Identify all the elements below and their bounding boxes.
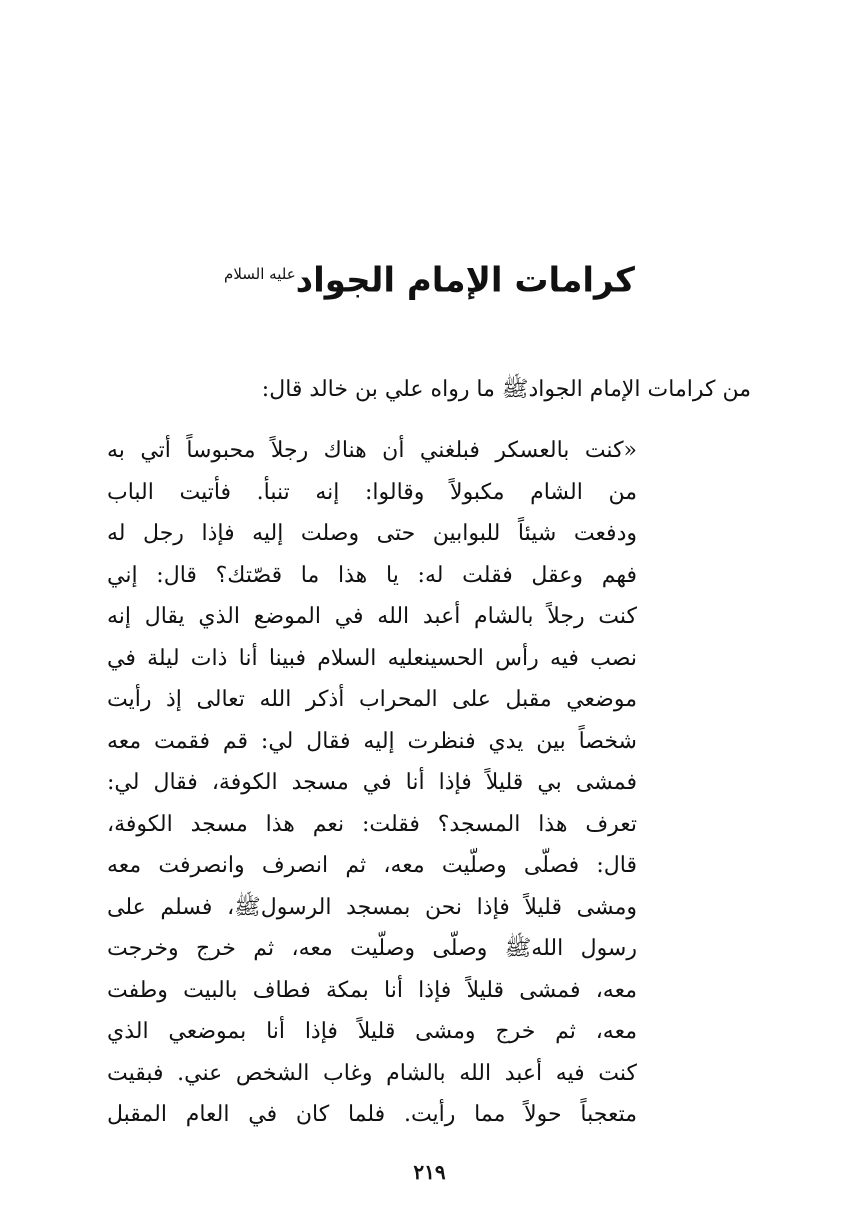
- body-line: نصب فيه رأس الحسينعليه السلام فبينا أنا ذات ليلة في: [107, 645, 637, 671]
- body-line: رسول اللهﷺ وصلّى وصلّيت معه، ثم خرج وخرجت: [107, 936, 637, 961]
- body-line: قال: فصلّى وصلّيت معه، ثم انصرف وانصرفت معه: [107, 853, 637, 878]
- intro-paragraph: من كرامات الإمام الجوادﷺ ما رواه علي بن خالد قال:: [261, 377, 751, 402]
- body-line: فهم وعقل فقلت له: يا هذا ما قصّتك؟ قال: إني: [107, 562, 637, 588]
- body-line: فمشى بي قليلاً فإذا أنا في مسجد الكوفة، فقال لي:: [107, 770, 637, 795]
- honorific-mark: عليه السلام: [224, 265, 296, 283]
- body-line: موضعي مقبل على المحراب أذكر الله تعالى إذ رأيت: [107, 687, 637, 712]
- body-line: تعرف هذا المسجد؟ فقلت: نعم هذا مسجد الكوفة،: [107, 811, 637, 837]
- body-line: «كنت بالعسكر فبلغني أن هناك رجلاً محبوساً أتي به: [107, 438, 637, 463]
- body-line: كنت رجلاً بالشام أعبد الله في الموضع الذي يقال إنه: [107, 604, 637, 629]
- body-line: ودفعت شيئاً للبوابين حتى وصلت إليه فإذا رجل له: [107, 521, 637, 546]
- body-line: معه، ثم خرج ومشى قليلاً فإذا أنا بموضعي الذي: [107, 1019, 637, 1044]
- chapter-title: [0, 246, 859, 308]
- body-line: ومشى قليلاً فإذا نحن بمسجد الرسولﷺ، فسلم على: [107, 894, 637, 920]
- body-quote: [107, 430, 637, 1136]
- chapter-title-text: كرامات الإمام الجواد: [295, 260, 635, 301]
- page-number: ٢١٩: [413, 1160, 446, 1184]
- body-line: معه، فمشى قليلاً فإذا أنا بمكة فطاف بالبيت وطفت: [107, 977, 637, 1003]
- body-line: كنت فيه أعبد الله بالشام وغاب الشخص عني. فبقيت: [107, 1060, 637, 1086]
- body-line: شخصاً بين يدي فنظرت إليه فقال لي: قم فقمت معه: [107, 728, 637, 754]
- body-line: من الشام مكبولاً وقالوا: إنه تنبأ. فأتيت الباب: [107, 479, 637, 505]
- body-line: متعجباً حولاً مما رأيت. فلما كان في العام المقبل: [107, 1102, 637, 1127]
